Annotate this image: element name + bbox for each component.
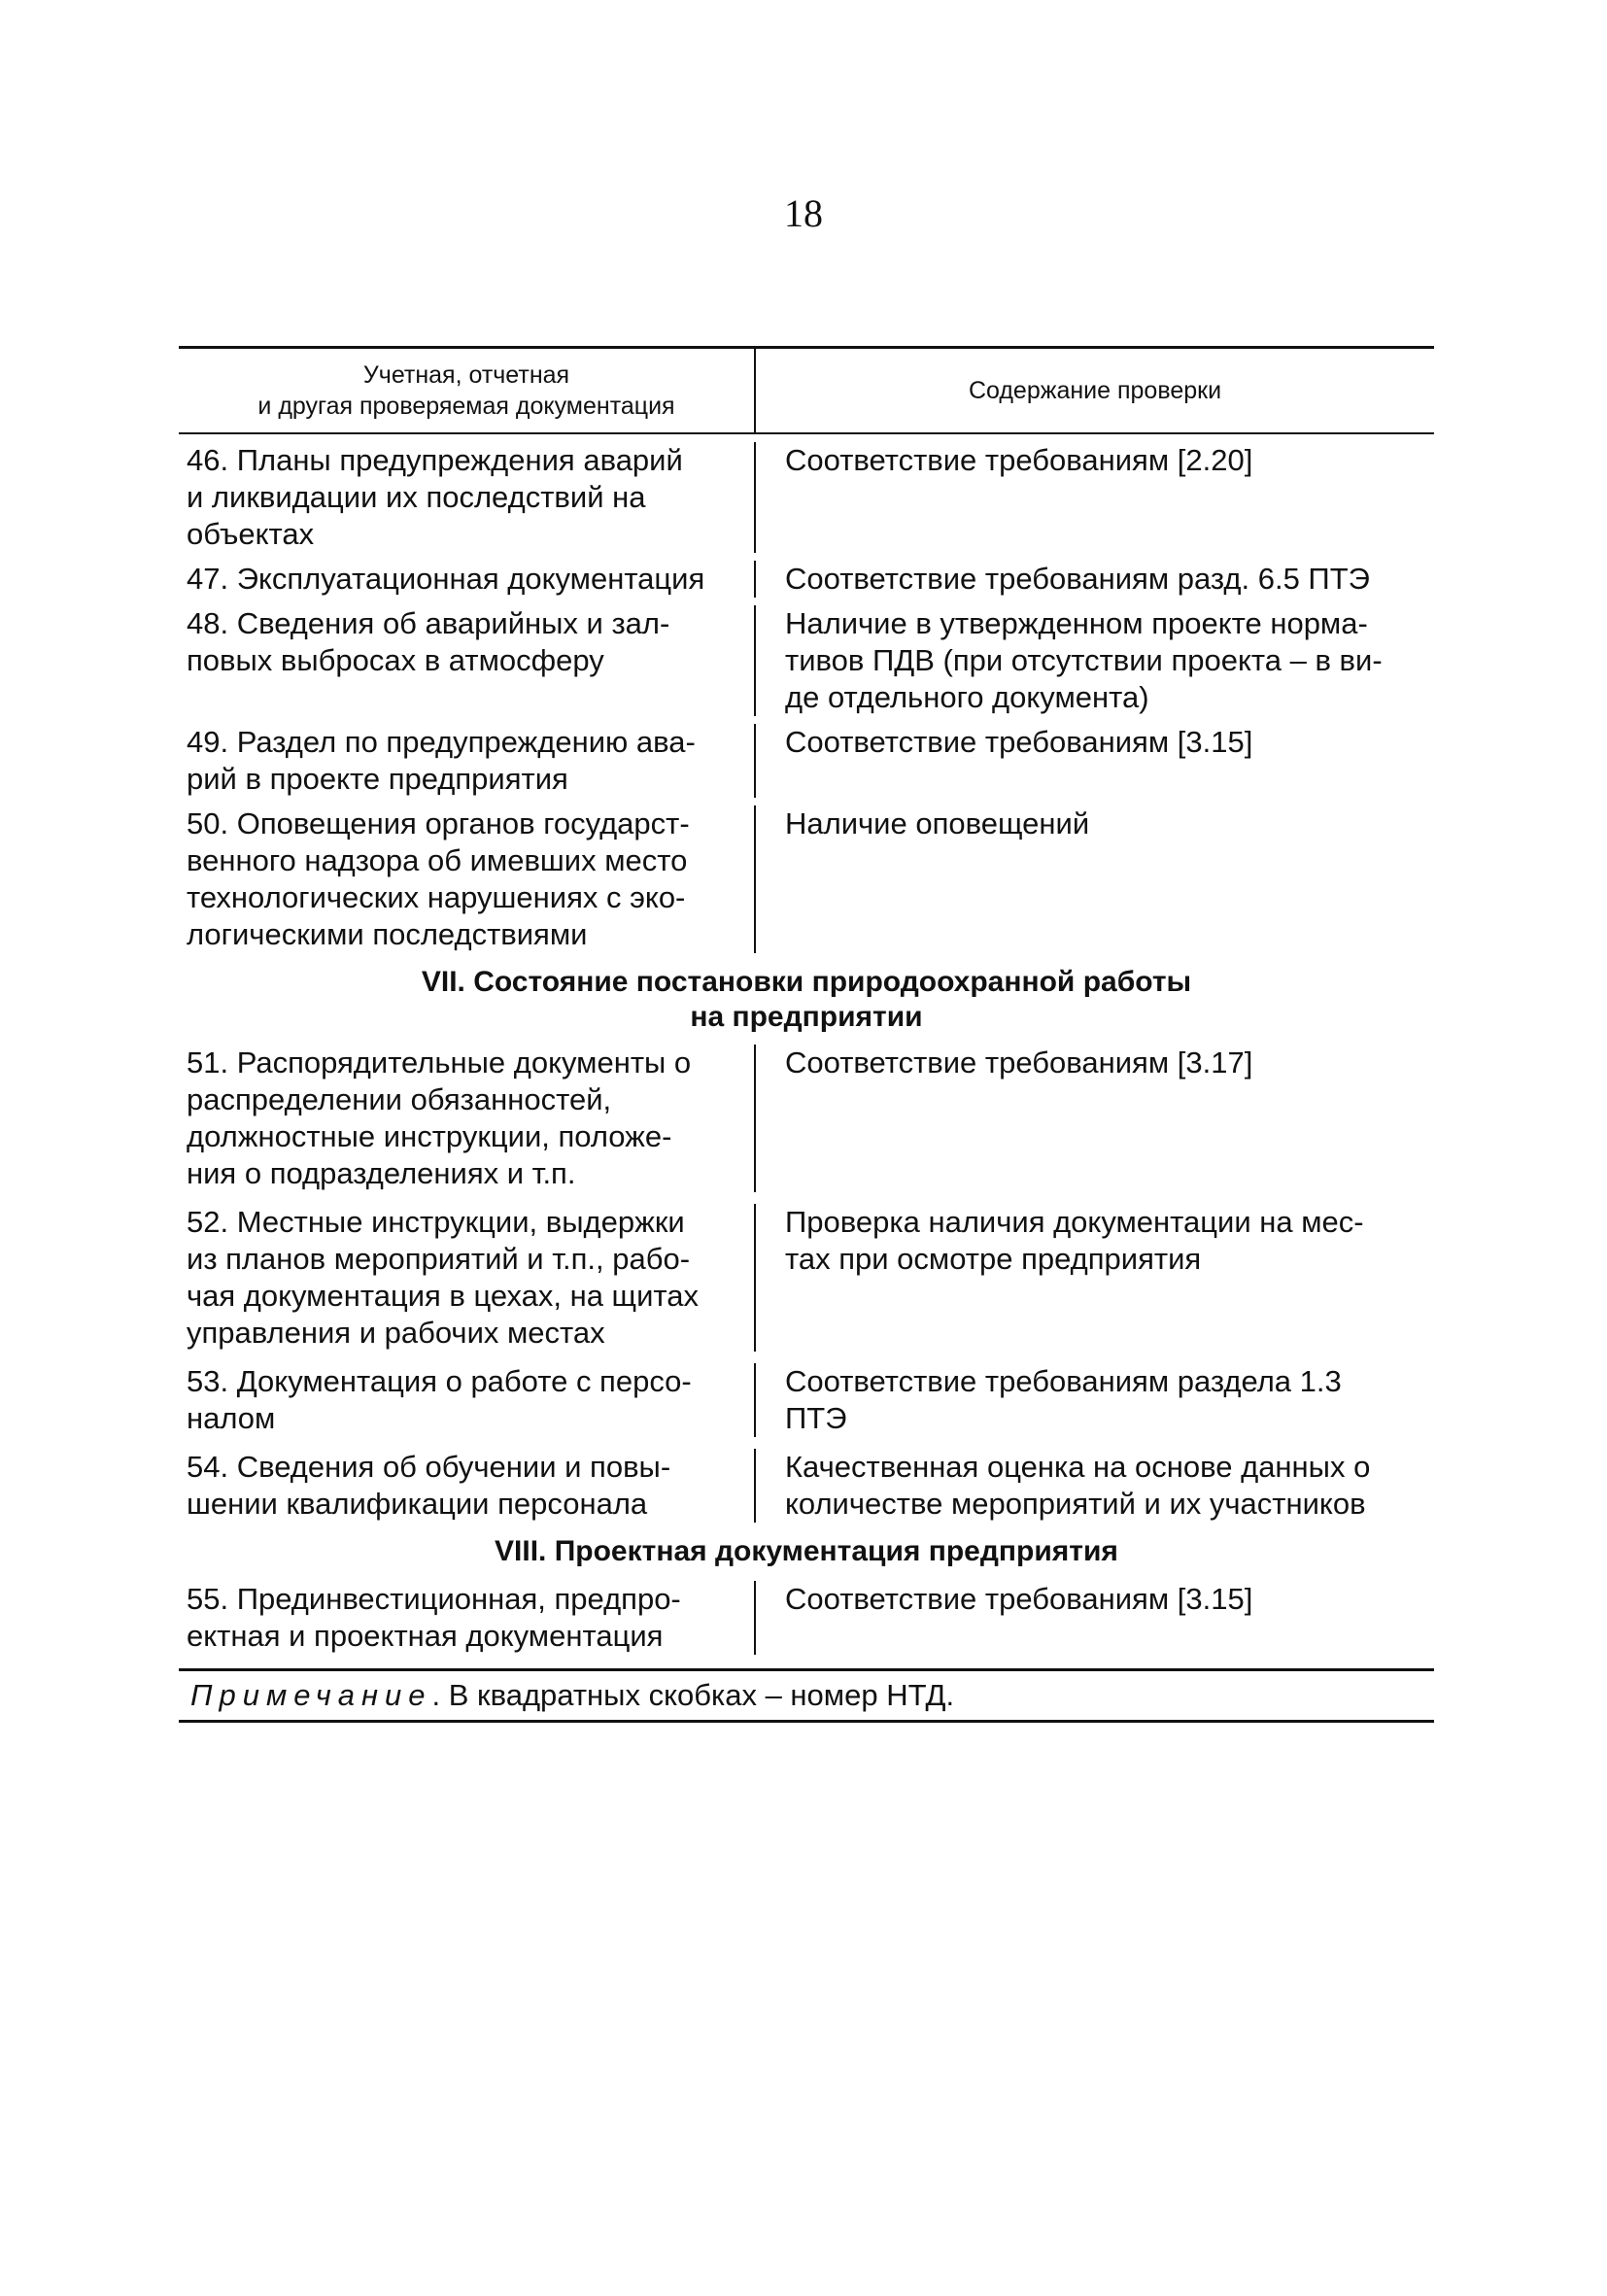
- verification-table: [179, 346, 1434, 1723]
- documentation-line: 50. Оповещения органов государст-: [187, 806, 690, 840]
- table-header: [179, 349, 1434, 432]
- header-col1-line2: и другая проверяемая документация: [257, 393, 675, 420]
- table-note: [179, 1671, 1434, 1720]
- table-row: [179, 605, 1434, 724]
- documentation-line: рий в проекте предприятия: [187, 762, 568, 796]
- check-content-line: де отдельного документа): [785, 680, 1149, 714]
- documentation-line: управления и рабочих местах: [187, 1316, 605, 1350]
- check-content-cell: [756, 1204, 1434, 1352]
- documentation-cell: [179, 561, 756, 598]
- note-text: . В квадратных скобках – номер НТД.: [431, 1678, 955, 1712]
- check-content-cell: [756, 442, 1434, 553]
- table-bottom-rule: [179, 1720, 1434, 1723]
- check-content-line: Соответствие требованиям [3.15]: [785, 725, 1253, 759]
- documentation-line: 52. Местные инструкции, выдержки: [187, 1205, 685, 1239]
- section-7-title: [179, 953, 1434, 1045]
- documentation-line: ектная и проектная документация: [187, 1619, 664, 1653]
- documentation-cell: [179, 805, 756, 953]
- check-content-cell: [756, 1581, 1434, 1655]
- check-content-line: Соответствие требованиям [2.20]: [785, 443, 1253, 477]
- documentation-cell: [179, 724, 756, 798]
- documentation-line: 55. Прединвестиционная, предпро-: [187, 1582, 681, 1616]
- documentation-cell: [179, 1204, 756, 1352]
- documentation-cell: [179, 1045, 756, 1192]
- documentation-line: должностные инструкции, положе-: [187, 1119, 672, 1153]
- check-content-line: Соответствие требованиям [3.15]: [785, 1582, 1253, 1616]
- check-content-line: Соответствие требованиям [3.17]: [785, 1045, 1253, 1079]
- check-content-line: Соответствие требованиям раздела 1.3: [785, 1364, 1342, 1398]
- check-content-line: Качественная оценка на основе данных о: [785, 1450, 1371, 1484]
- documentation-line: 49. Раздел по предупреждению ава-: [187, 725, 696, 759]
- check-content-cell: [756, 561, 1434, 598]
- documentation-line: 48. Сведения об аварийных и зал-: [187, 606, 670, 640]
- documentation-line: шении квалификации персонала: [187, 1487, 648, 1521]
- check-content-cell: [756, 1363, 1434, 1437]
- section-8-title-line1: VIII. Проектная документация предприятия: [495, 1535, 1118, 1567]
- check-content-line: Наличие в утвержденном проекте норма-: [785, 606, 1368, 640]
- documentation-line: и ликвидации их последствий на: [187, 480, 646, 514]
- documentation-cell: [179, 1363, 756, 1437]
- table-row: [179, 1204, 1434, 1363]
- section-8-title: [179, 1523, 1434, 1581]
- documentation-line: из планов мероприятий и т.п., рабо-: [187, 1242, 691, 1276]
- check-content-cell: [756, 805, 1434, 953]
- check-content-line: тивов ПДВ (при отсутствии проекта – в ви-: [785, 643, 1383, 677]
- note-label: Примечание: [190, 1678, 432, 1712]
- section-7-title-line2: на предприятии: [690, 1001, 923, 1033]
- documentation-line: 51. Распорядительные документы о: [187, 1045, 692, 1079]
- check-content-line: ПТЭ: [785, 1401, 847, 1435]
- table-row: [179, 561, 1434, 605]
- documentation-cell: [179, 1449, 756, 1523]
- check-content-line: количестве мероприятий и их участников: [785, 1487, 1366, 1521]
- documentation-line: объектах: [187, 517, 315, 551]
- documentation-line: венного надзора об имевших место: [187, 843, 688, 877]
- check-content-cell: [756, 724, 1434, 798]
- check-content-line: тах при осмотре предприятия: [785, 1242, 1202, 1276]
- documentation-line: 53. Документация о работе с персо-: [187, 1364, 692, 1398]
- documentation-line: повых выбросах в атмосферу: [187, 643, 604, 677]
- check-content-cell: [756, 1449, 1434, 1523]
- header-check-content-column: Содержание проверки: [968, 376, 1222, 404]
- header-documentation-column: [179, 349, 756, 432]
- check-content-line: Проверка наличия документации на мес-: [785, 1205, 1364, 1239]
- section-7-title-line1: VII. Состояние постановки природоохранной работы: [421, 966, 1192, 998]
- documentation-cell: [179, 1581, 756, 1655]
- table-row: [179, 1045, 1434, 1204]
- table-row: [179, 442, 1434, 561]
- table-row: [179, 1449, 1434, 1523]
- rows-group-b: [179, 1045, 1434, 1523]
- check-content-cell: [756, 605, 1434, 716]
- documentation-line: распределении обязанностей,: [187, 1082, 612, 1116]
- documentation-line: 47. Эксплуатационная документация: [187, 562, 705, 596]
- table-row: [179, 805, 1434, 953]
- check-content-cell: [756, 1045, 1434, 1192]
- documentation-line: ния о подразделениях и т.п.: [187, 1156, 576, 1190]
- documentation-line: 54. Сведения об обучении и повы-: [187, 1450, 671, 1484]
- documentation-line: технологических нарушениях с эко-: [187, 880, 686, 914]
- table-row: [179, 1363, 1434, 1449]
- header-col1-line1: Учетная, отчетная: [362, 361, 570, 389]
- page-number: 18: [784, 191, 823, 235]
- documentation-cell: [179, 442, 756, 553]
- documentation-cell: [179, 605, 756, 716]
- check-content-line: Наличие оповещений: [785, 806, 1090, 840]
- rows-group-a: [179, 434, 1434, 953]
- documentation-line: чая документация в цехах, на щитах: [187, 1279, 699, 1313]
- documentation-line: логическими последствиями: [187, 917, 588, 951]
- documentation-line: 46. Планы предупреждения аварий: [187, 443, 683, 477]
- table-row: [179, 1581, 1434, 1655]
- table-row: [179, 724, 1434, 805]
- check-content-line: Соответствие требованиям разд. 6.5 ПТЭ: [785, 562, 1370, 596]
- rows-group-c: [179, 1581, 1434, 1655]
- documentation-line: налом: [187, 1401, 276, 1435]
